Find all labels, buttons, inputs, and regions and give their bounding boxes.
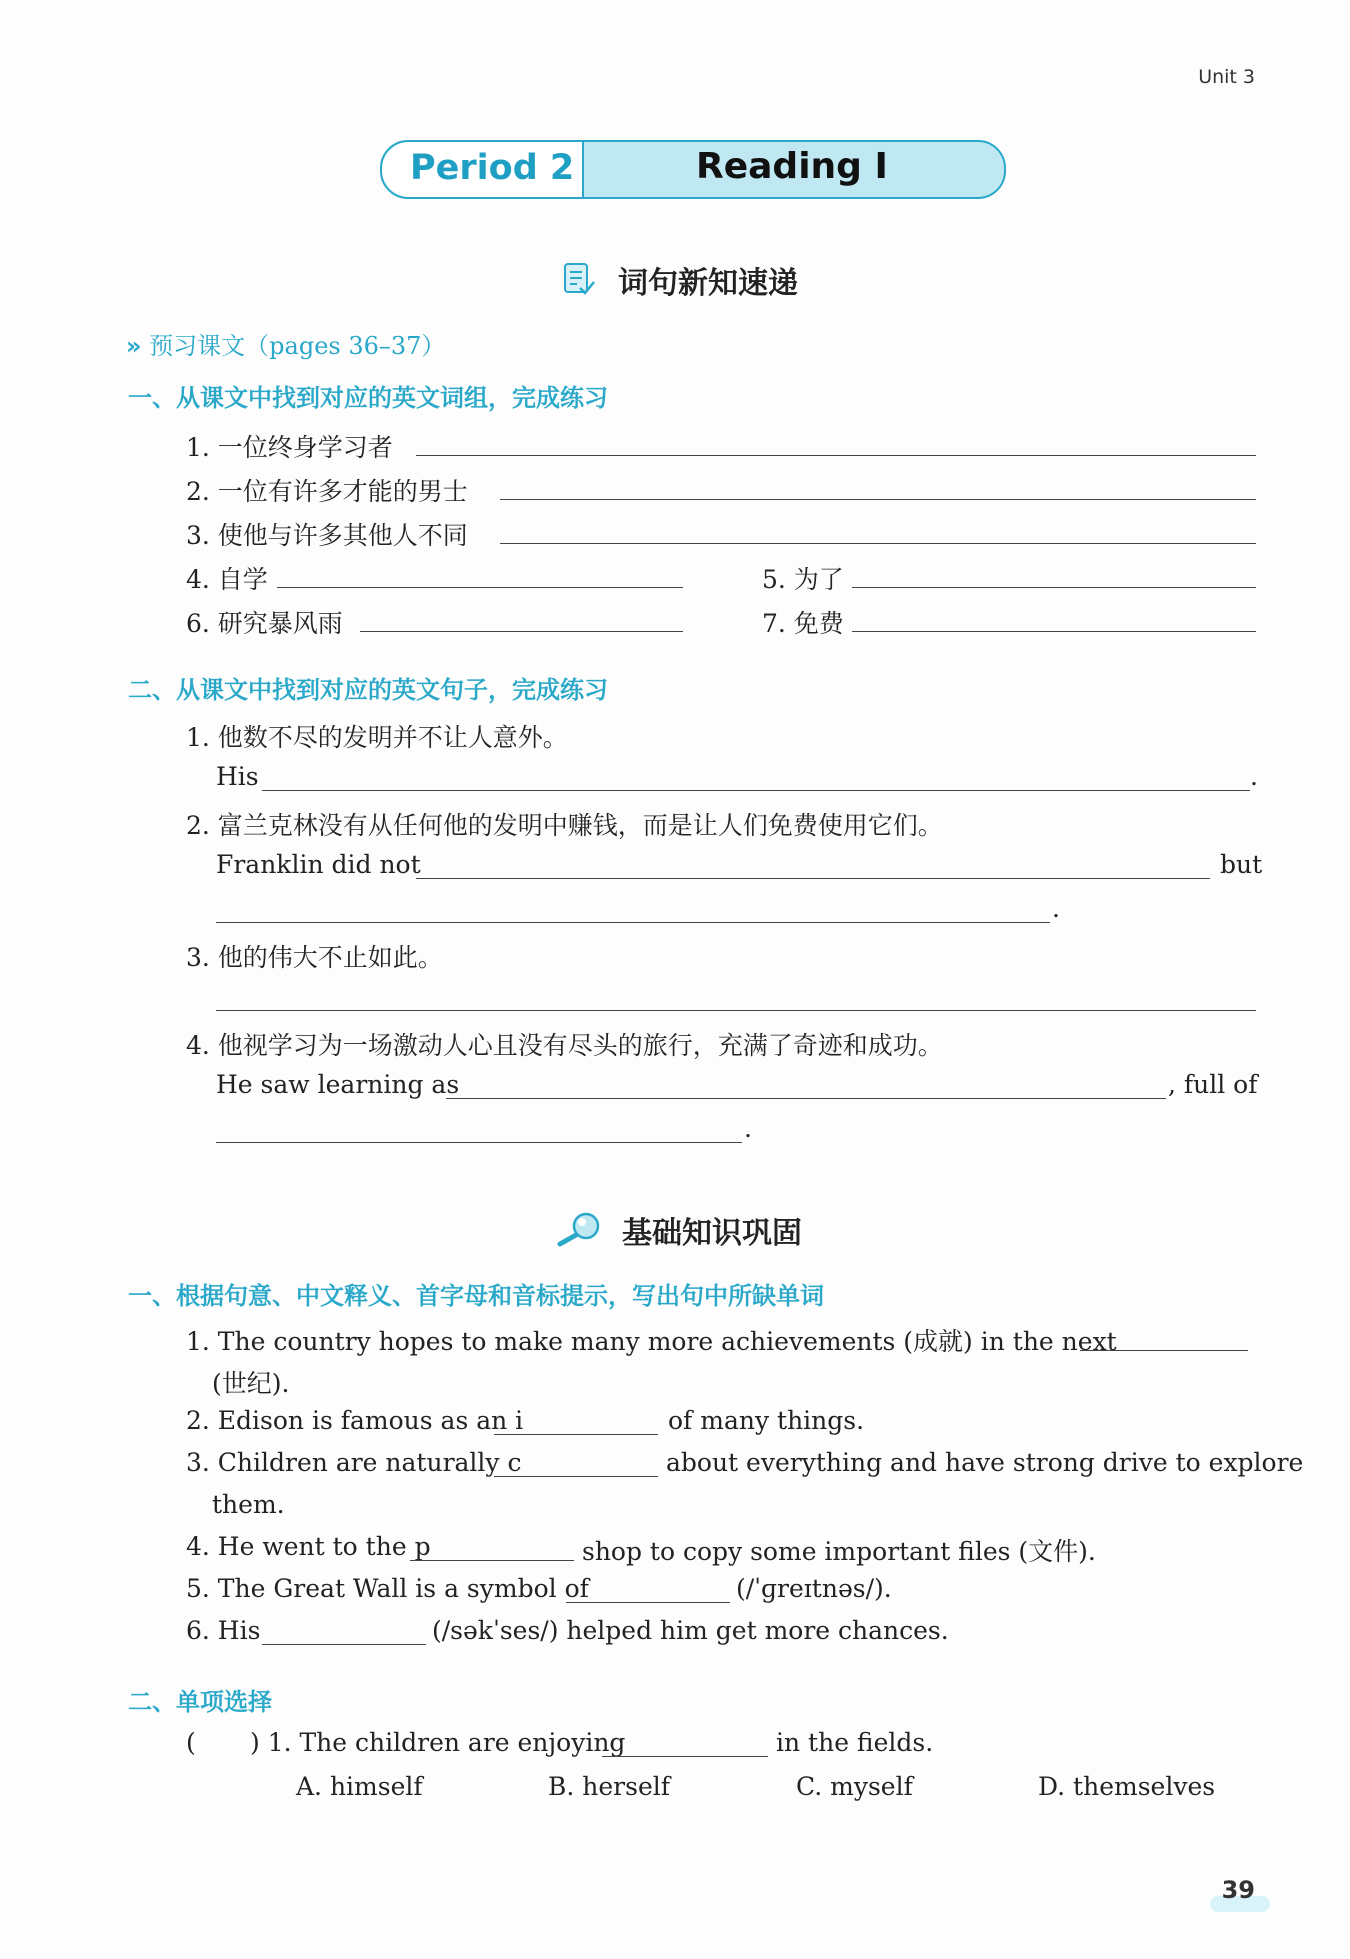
- phrase-item: 1. 一位终身学习者: [186, 433, 393, 462]
- answer-blank[interactable]: [494, 1476, 658, 1477]
- preview-line: [126, 326, 445, 361]
- fill-question-tail: about everything and have strong drive to explore: [666, 1448, 1304, 1477]
- answer-blank[interactable]: [216, 922, 1050, 923]
- sentence-start: He saw learning as: [216, 1070, 460, 1099]
- sentence-prompt: 1. 他数不尽的发明并不让人意外。: [186, 723, 568, 752]
- option-c[interactable]: C. myself: [796, 1772, 913, 1801]
- sentence-end: .: [1250, 762, 1258, 791]
- fill-question: 6. His: [186, 1616, 261, 1645]
- answer-blank[interactable]: [1080, 1350, 1248, 1351]
- part2-heading: 二、从课文中找到对应的英文句子，完成练习: [128, 676, 608, 704]
- answer-blank[interactable]: [262, 790, 1250, 791]
- page-number: 39: [1221, 1876, 1255, 1904]
- answer-blank[interactable]: [277, 587, 683, 588]
- magnifier-icon: [554, 1210, 604, 1248]
- option-a[interactable]: A. himself: [296, 1772, 423, 1801]
- fill-question-cont: (世纪).: [212, 1369, 290, 1398]
- sentence-connector: but: [1220, 850, 1263, 879]
- answer-blank[interactable]: [410, 1560, 574, 1561]
- fill-question: 4. He went to the p: [186, 1532, 431, 1561]
- fill-question-tail: of many things.: [668, 1406, 865, 1435]
- phrase-item: 4. 自学: [186, 565, 268, 594]
- fill-question: 1. The country hopes to make many more achievements (成就) in the next: [186, 1327, 1117, 1356]
- sentence-end: .: [1052, 894, 1060, 923]
- phrase-item: 7. 免费: [762, 609, 844, 638]
- answer-blank[interactable]: [216, 1010, 1256, 1011]
- answer-blank[interactable]: [262, 1644, 426, 1645]
- lesson-title: Reading I: [696, 146, 888, 187]
- answer-blank[interactable]: [446, 1098, 1166, 1099]
- answer-blank[interactable]: [852, 631, 1256, 632]
- answer-blank[interactable]: [500, 499, 1256, 500]
- part2-heading: 二、单项选择: [128, 1688, 272, 1716]
- answer-blank[interactable]: [852, 587, 1256, 588]
- sentence-connector: , full of: [1168, 1070, 1258, 1099]
- option-b[interactable]: B. herself: [548, 1772, 670, 1801]
- fill-question: 3. Children are naturally c: [186, 1448, 522, 1477]
- notebook-icon: [562, 262, 596, 298]
- fill-question: 2. Edison is famous as an i: [186, 1406, 524, 1435]
- double-chevron-icon: »: [126, 332, 142, 360]
- part1-heading: 一、从课文中找到对应的英文词组，完成练习: [128, 384, 608, 412]
- choice-question: ) 1. The children are enjoying: [250, 1728, 626, 1757]
- answer-blank[interactable]: [416, 455, 1256, 456]
- sentence-start: His: [216, 762, 259, 791]
- period-banner: [380, 140, 1006, 199]
- answer-blank[interactable]: [416, 878, 1210, 879]
- choice-question-tail: in the fields.: [776, 1728, 934, 1757]
- phrase-item: 2. 一位有许多才能的男士: [186, 477, 468, 506]
- period-label: Period 2: [410, 148, 575, 188]
- sentence-end: .: [744, 1114, 752, 1143]
- sentence-start: Franklin did not: [216, 850, 421, 879]
- preview-text: 预习课文（pages 36–37）: [149, 332, 446, 360]
- phrase-item: 3. 使他与许多其他人不同: [186, 521, 468, 550]
- answer-blank[interactable]: [360, 631, 683, 632]
- answer-paren[interactable]: (: [186, 1728, 196, 1757]
- sentence-prompt: 4. 他视学习为一场激动人心且没有尽头的旅行，充满了奇迹和成功。: [186, 1031, 943, 1060]
- phrase-item: 5. 为了: [762, 565, 844, 594]
- sentence-prompt: 2. 富兰克林没有从任何他的发明中赚钱，而是让人们免费使用它们。: [186, 811, 943, 840]
- answer-blank[interactable]: [216, 1142, 742, 1143]
- option-d[interactable]: D. themselves: [1038, 1772, 1216, 1801]
- answer-blank[interactable]: [602, 1756, 768, 1757]
- sentence-prompt: 3. 他的伟大不止如此。: [186, 943, 443, 972]
- part1-heading: 一、根据句意、中文释义、首字母和音标提示，写出句中所缺单词: [128, 1282, 824, 1310]
- answer-blank[interactable]: [500, 543, 1256, 544]
- fill-question: 5. The Great Wall is a symbol of: [186, 1574, 589, 1603]
- section-title-basics: 基础知识巩固: [622, 1216, 802, 1251]
- section-title-vocab: 词句新知速递: [618, 266, 798, 301]
- fill-question-tail: shop to copy some important files (文件).: [582, 1537, 1096, 1566]
- answer-blank[interactable]: [566, 1602, 730, 1603]
- fill-question-cont: them.: [212, 1490, 285, 1519]
- phrase-item: 6. 研究暴风雨: [186, 609, 343, 638]
- fill-question-tail: (/səkˈses/) helped him get more chances.: [432, 1616, 949, 1645]
- fill-question-tail: (/ˈɡreɪtnəs/).: [736, 1574, 892, 1603]
- answer-blank[interactable]: [494, 1434, 658, 1435]
- unit-label: Unit 3: [1198, 66, 1255, 88]
